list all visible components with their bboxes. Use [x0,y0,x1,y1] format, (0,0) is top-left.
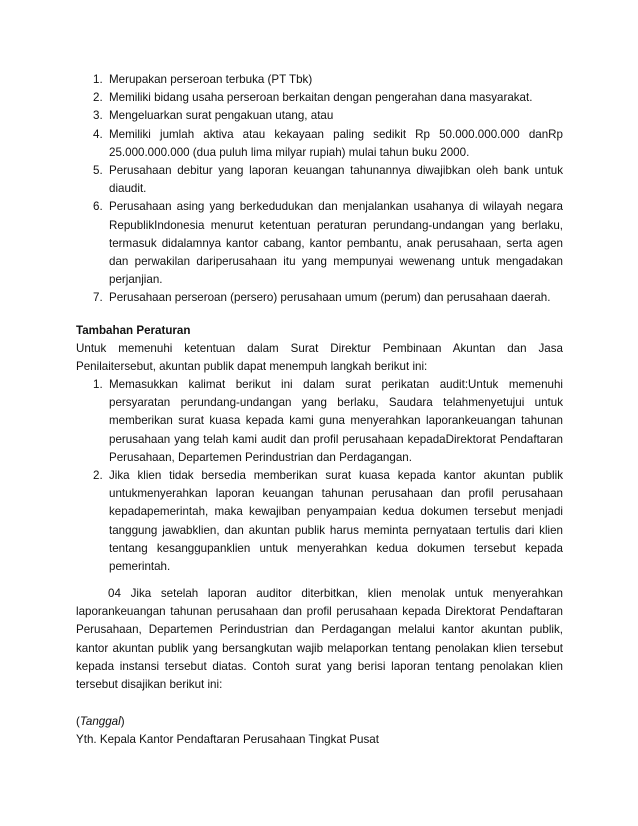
list-text: Memasukkan kalimat berikut ini dalam surat perikatan audit:Untuk memenuhi persyaratan perundang-undangan yang berlaku, Saudara telahmenyetujui untuk memberikan surat kuasa kepada kami guna menyerahkan laporankeuangan tahunan perusahaan yang telah kami audit dan profil perusahaan kepadaDirektorat Pendaftaran Perusahaan, Departemen Perindustrian dan Perdagangan. [109,378,563,464]
paragraph-number: 04 [108,587,121,600]
list-item [76,162,563,198]
section-intro: Untuk memenuhi ketentuan dalam Surat Direktur Pembinaan Akuntan dan Jasa Penilaitersebut, akuntan publik dapat menempuh langkah berikut ini: [76,342,563,374]
steps-list [76,376,563,576]
letter-date [76,713,563,731]
list-text: Merupakan perseroan terbuka (PT Tbk) [109,73,313,86]
letter-addressee: Yth. Kepala Kantor Pendaftaran Perusahaan Tingkat Pusat [76,733,379,746]
date-close-paren: ) [120,715,125,728]
list-item [76,289,563,307]
list-item [76,107,563,125]
date-open-paren: ( [76,715,80,728]
paragraph-04 [76,585,563,694]
date-label: Tanggal [79,715,121,728]
list-text: Perusahaan debitur yang laporan keuangan tahunannya diwajibkan oleh bank untuk diaudit. [109,164,563,196]
list-item [76,89,563,107]
list-number: 1. [93,378,103,391]
list-text: Perusahaan asing yang berkedudukan dan menjalankan usahanya di wilayah negara RepublikIndonesia menurut ketentuan peraturan perundang-undangan yang berlaku, termasuk didalamnya kantor cabang, kantor pembantu, anak perusahaan, serta agen dan perwakilan dariperusahaan itu yang mempunyai wewenang untuk mengadakan perjanjian. [109,200,563,287]
list-number: 3. [93,109,103,123]
list-text: Perusahaan perseroan (persero) perusahaan umum (perum) dan perusahaan daerah. [109,291,551,305]
list-number: 4. [93,127,103,141]
list-text: Memiliki bidang usaha perseroan berkaitan dengan pengerahan dana masyarakat. [109,91,533,105]
list-item [76,71,563,89]
list-number: 2. [93,469,103,483]
list-number: 5. [93,164,103,178]
list-item [76,198,563,289]
paragraph-text: Jika setelah laporan auditor diterbitkan, klien menolak untuk menyerahkan laporankeuangan tahunan perusahaan dan profil perusahaan kepada Direktorat Pendaftaran Perusahaan, Departemen Perindustrian dan Perdagangan melalui kantor akuntan publik, kantor akuntan publik yang bersangkutan wajib melaporkan tentang penolakan klien tersebut kepada instansi tersebut diatas. Contoh surat yang berisi laporan tentang penolakan klien tersebut disajikan berikut ini: [76,587,563,692]
list-number: 2. [93,91,103,105]
list-number: 7. [93,291,103,305]
list-text: Memiliki jumlah aktiva atau kekayaan paling sedikit Rp 50.000.000.000 danRp 25.000.000.000 (dua puluh lima milyar rupiah) mulai tahun buku 2000. [109,127,563,159]
requirements-list [76,71,563,308]
list-number: 1. [93,73,103,86]
list-text: Jika klien tidak bersedia memberikan surat kuasa kepada kantor akuntan publik untukmenyerahkan laporan keuangan tahunan perusahaan dan profil perusahaan kepadapemerintah, maka kewajiban penyampaian kedua dokumen tersebut menjadi tanggung jawabklien, dan akuntan publik harus meminta pernyataan tertulis dari klien tentang kesanggupanklien untuk menyerahkan kedua dokumen tersebut kepada pemerintah. [109,469,563,574]
list-number: 6. [93,200,103,214]
list-text: Mengeluarkan surat pengakuan utang, atau [109,109,334,123]
list-item [76,467,563,576]
list-item [76,126,563,162]
section-heading: Tambahan Peraturan [76,324,191,337]
list-item [76,376,563,467]
